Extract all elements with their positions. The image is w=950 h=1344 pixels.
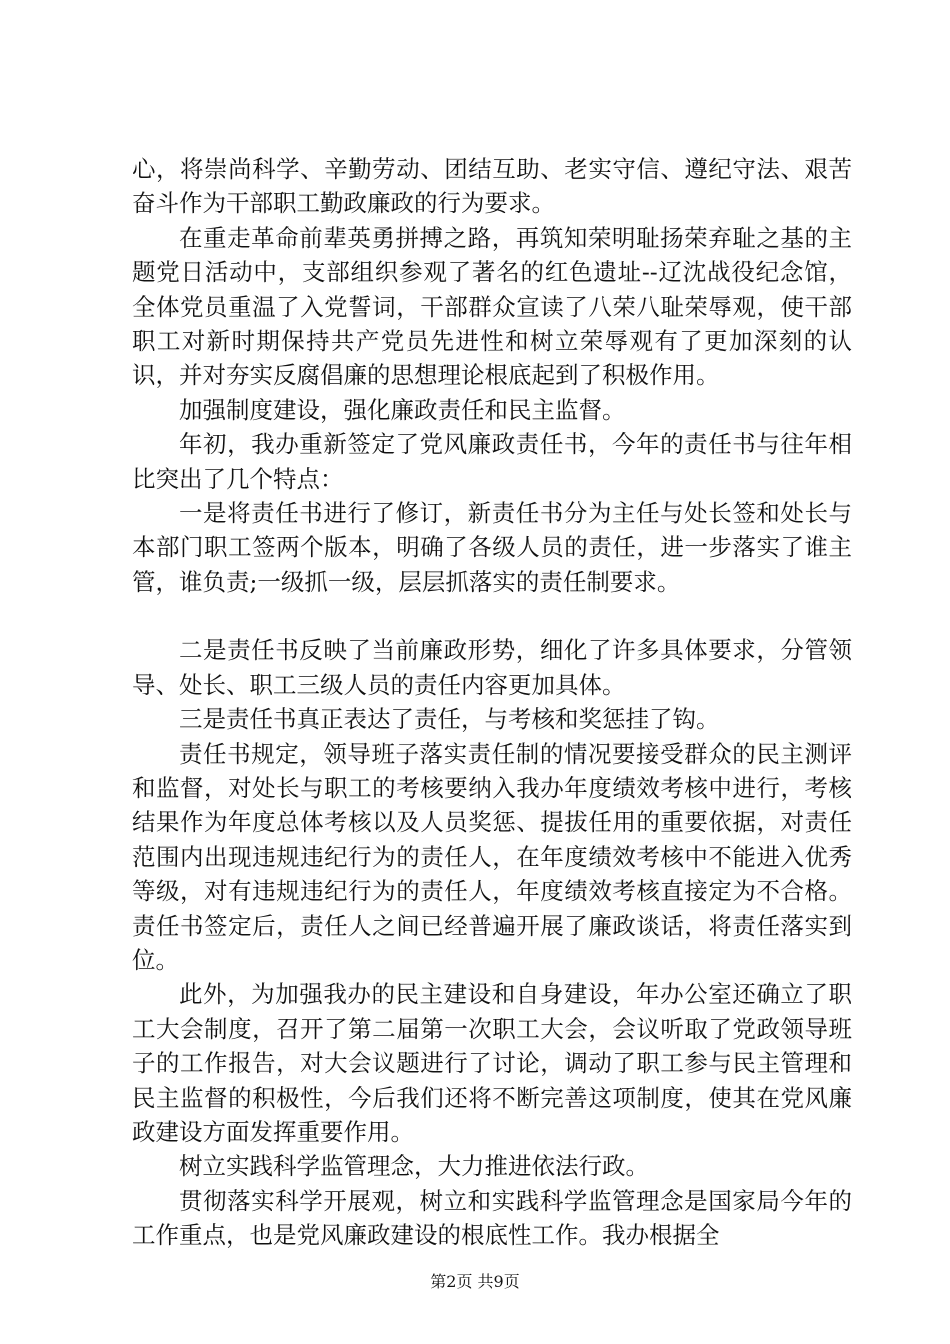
page-number: 第2页 共9页 bbox=[430, 1272, 520, 1291]
paragraph-9: 此外，为加强我办的民主建设和自身建设，年办公室还确立了职工大会制度，召开了第二届第一次职工大会，会议听取了党政领导班子的工作报告，对大会议题进行了讨论，调动了职工参与民主管理和民主监督的积极性，今后我们还将不断完善这项制度，使其在党风廉政建设方面发挥重要作用。 bbox=[132, 980, 852, 1146]
paragraph-5: 一是将责任书进行了修订，新责任书分为主任与处长签和处长与本部门职工签两个版本，明确了各级人员的责任，进一步落实了谁主管，谁负责;一级抓一级，层层抓落实的责任制要求。 bbox=[132, 499, 852, 596]
section-heading-supervision: 树立实践科学监管理念，大力推进依法行政。 bbox=[179, 1152, 649, 1181]
paragraph-2: 在重走革命前辈英勇拼搏之路，再筑知荣明耻扬荣弃耻之基的主题党日活动中，支部组织参观了著名的红色遗址--辽沈战役纪念馆，全体党员重温了入党誓词，干部群众宣读了八荣八耻荣辱观，使干部职工对新时期保持共产党员先进性和树立荣辱观有了更加深刻的认识，并对夯实反腐倡廉的思想理论根底起到了积极作用。 bbox=[132, 223, 852, 390]
paragraph-4: 年初，我办重新签定了党风廉政责任书，今年的责任书与往年相比突出了几个特点： bbox=[132, 430, 852, 493]
paragraph-6: 二是责任书反映了当前廉政形势，细化了许多具体要求，分管领导、处长、职工三级人员的责任内容更加具体。 bbox=[132, 636, 852, 699]
section-heading-system: 加强制度建设，强化廉政责任和民主监督。 bbox=[179, 395, 626, 424]
paragraph-1: 心，将崇尚科学、辛勤劳动、团结互助、老实守信、遵纪守法、艰苦奋斗作为干部职工勤政廉政的行为要求。 bbox=[132, 155, 852, 218]
paragraph-8: 责任书规定，领导班子落实责任制的情况要接受群众的民主测评和监督，对处长与职工的考核要纳入我办年度绩效考核中进行，考核结果作为年度总体考核以及人员奖惩、提拔任用的重要依据，对责任范围内出现违规违纪行为的责任人，在年度绩效考核中不能进入优秀等级，对有违规违纪行为的责任人，年度绩效考核直接定为不合格。责任书签定后，责任人之间已经普遍开展了廉政谈话，将责任落实到位。 bbox=[132, 739, 852, 974]
paragraph-7: 三是责任书真正表达了责任，与考核和奖惩挂了钩。 bbox=[179, 705, 720, 734]
document-body bbox=[132, 152, 852, 1253]
paragraph-11: 贯彻落实科学开展观，树立和实践科学监管理念是国家局今年的工作重点，也是党风廉政建设的根底性工作。我办根据全 bbox=[132, 1186, 852, 1250]
